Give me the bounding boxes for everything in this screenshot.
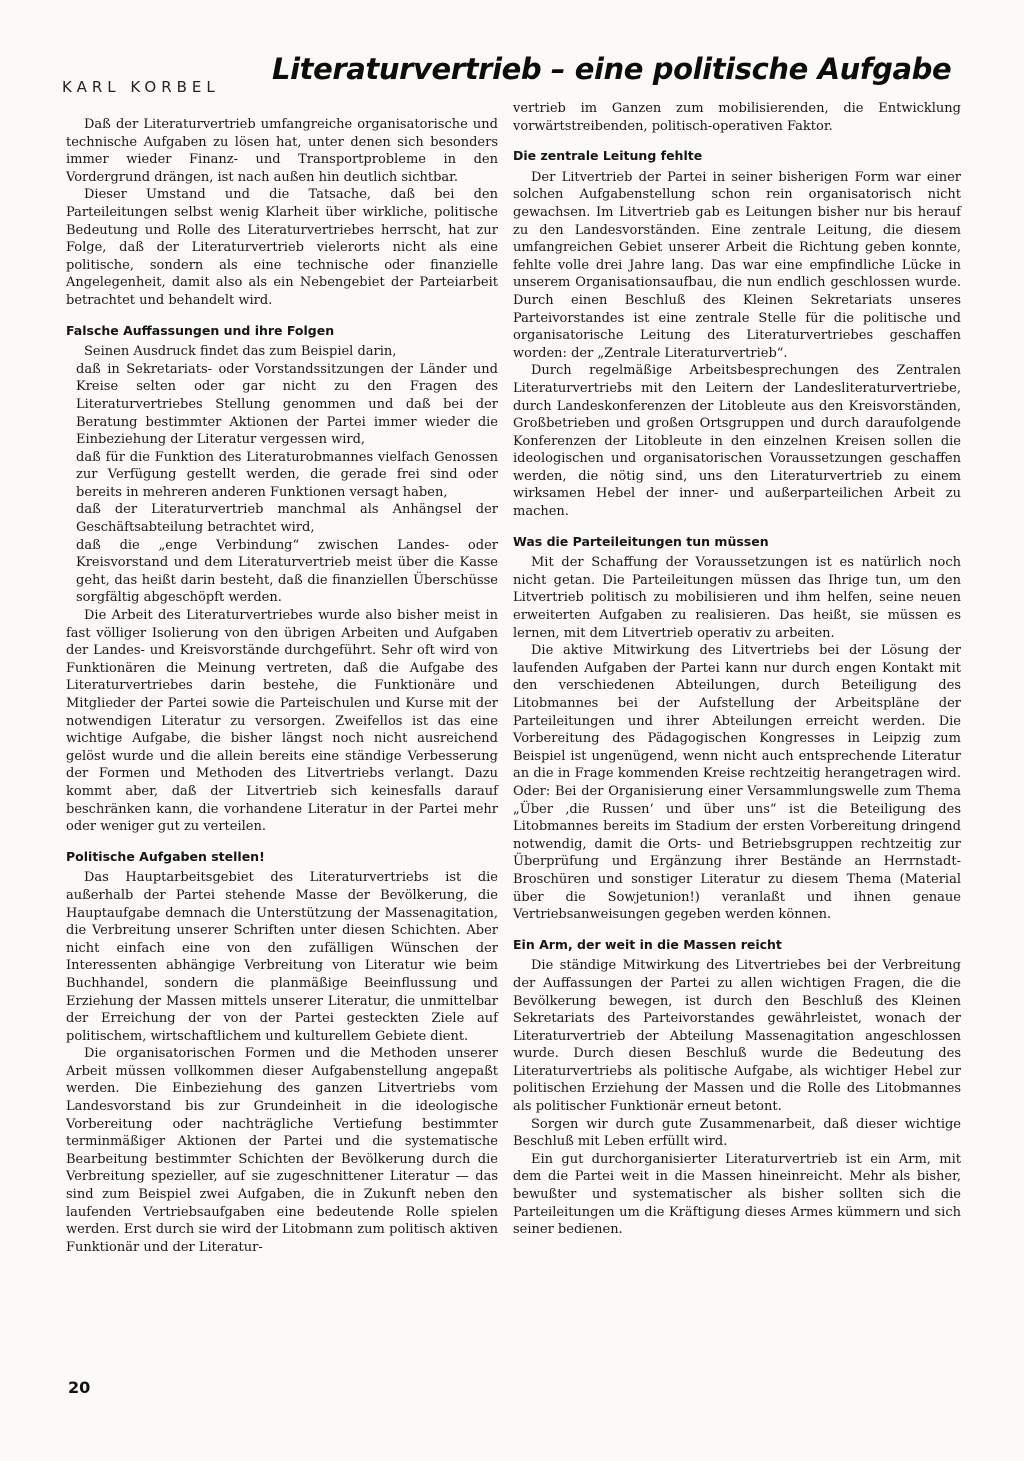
- list-item: daß der Literaturvertrieb manchmal als Anhängsel der Geschäftsabteilung betrachtet wird,: [76, 502, 498, 536]
- section-heading: Ein Arm, der weit in die Massen reicht: [513, 936, 782, 952]
- paragraph: Durch regelmäßige Arbeitsbesprechungen des Zentralen Literaturvertriebs mit den Leitern der Landesliteraturvertriebe, durch Landeskonferenzen der Litobleute aus den Kreisvorständen, Großbetrieben und großen Ortsgruppen und durch daraufolgende Konferenzen der Litobleute in den einzelnen Kreisen sollen die ideologischen und organisatorischen Voraussetzungen geschaffen werden, die nötig sind, uns den Literaturvertrieb zu einem wirksamen Hebel der inner- und außerparteilichen Arbeit zu machen.: [513, 363, 961, 520]
- paragraph: Ein gut durchorganisierter Literaturvertrieb ist ein Arm, mit dem die Partei weit in die Massen hineinreicht. Mehr als bisher, bewußter und systematischer als bisher sollten sich die Parteileitungen um die Kräftigung dieses Armes kümmern und sich seiner bedienen.: [513, 1151, 961, 1238]
- section-heading: Was die Parteileitungen tun müssen: [513, 533, 769, 549]
- paragraph: Die aktive Mitwirkung des Litvertriebs bei der Lösung der laufenden Aufgaben der Partei kann nur durch engen Kontakt mit den verschiedenen Abteilungen, durch Beteiligung des Litobmannes bei der Aufstellung der Arbeitspläne der Parteileitungen und ihrer Abteilungen erreicht werden. Die Vorbereitung des Pädagogischen Kongresses in Leipzig zum Beispiel ist ungenügend, wenn nicht auch entsprechende Literatur an die in Frage kommenden Kreise rechtzeitig herangetragen wird. Oder: Bei der Organisierung einer Versammlungswelle zum Thema „Über ‚die Russen‘ und über uns“ ist die Beteiligung des Litobmannes bereits im Stadium der ersten Vorbereitung dringend notwendig, damit die Orts- und Betriebsgruppen rechtzeitig zur Überprüfung und Ergänzung ihrer Bestände an Herrnstadt-Broschüren und sonstiger Literatur zu diesem Thema (Material über die Sowjetunion!) veranlaßt und ihnen genaue Vertriebsanweisungen gegeben werden können.: [513, 643, 961, 923]
- section-heading: Politische Aufgaben stellen!: [66, 848, 265, 864]
- paragraph: Die ständige Mitwirkung des Litvertriebes bei der Verbreitung der Auffassungen der Partei zu allen wichtigen Fragen, die die Bevölkerung bewegen, ist durch den Beschluß des Kleinen Sekretariats des Parteivorstandes gewährleistet, wonach der Literaturvertrieb der Abteilung Massenagitation angeschlossen wurde. Durch diesen Beschluß wurde die Bedeutung des Literaturvertriebs als politische Aufgabe, als wichtiger Hebel zur politischen Erziehung der Massen und die Rolle des Litobmannes als politischer Funktionär erneut betont.: [513, 958, 961, 1115]
- paragraph: Dieser Umstand und die Tatsache, daß bei den Parteileitungen selbst wenig Klarheit über wirkliche, politische Bedeutung und Rolle des Literaturvertriebes herrscht, hat zur Folge, daß der Literaturvertrieb vielerorts nicht als eine politische, sondern als eine technische oder finanzielle Angelegenheit, damit also als ein Nebengebiet der Parteiarbeit betrachtet und behandelt wird.: [66, 187, 498, 308]
- list-item: daß für die Funktion des Literaturobmannes vielfach Genossen zur Verfügung gestellt werden, die gerade frei sind oder bereits in mehreren anderen Funktionen versagt haben,: [76, 449, 498, 500]
- paragraph: Die organisatorischen Formen und die Methoden unserer Arbeit müssen vollkommen dieser Aufgabenstellung angepaßt werden. Die Einbeziehung des ganzen Litvertriebs vom Landesvorstand bis zur Grundeinheit in die ideologische Vorbereitung oder nachträgliche Vertiefung bestimmter terminmäßiger Aktionen der Partei und die systematische Bearbeitung bestimmter Schichten der Bevölkerung durch die Verbreitung spezieller, auf sie zugeschnittener Literatur — das sind zum Beispiel zwei Aufgaben, die in Zukunft neben den laufenden Vertriebsaufgaben eine bedeutende Rolle spielen werden. Erst durch sie wird der Litobmann zum politisch aktiven Funktionär und der Literatur-: [66, 1046, 498, 1255]
- left-column: [66, 116, 498, 1256]
- paragraph: Mit der Schaffung der Voraussetzungen ist es natürlich noch nicht getan. Die Parteileitungen müssen das Ihrige tun, um den Litvertrieb politisch zu mobilisieren und ihm helfen, seine neuen erweiterten Aufgaben zu realisieren. Das heißt, sie müssen es lernen, mit dem Litvertrieb operativ zu arbeiten.: [513, 555, 961, 641]
- list-item: daß die „enge Verbindung“ zwischen Landes- oder Kreisvorstand und dem Literaturvertrieb meist über die Kasse geht, das heißt darin besteht, daß die finanziellen Überschüsse sorgfältig abgeschöpft werden.: [76, 537, 498, 606]
- section-heading: Die zentrale Leitung fehlte: [513, 148, 703, 164]
- author-name: KARL KORBEL: [62, 78, 220, 96]
- paragraph: Der Litvertrieb der Partei in seiner bisherigen Form war einer solchen Aufgabenstellung schon rein organisatorisch nicht gewachsen. Im Litvertrieb gab es Leitungen bisher nur bis herauf zu den Landesvorständen. Eine zentrale Leitung, die diesem umfangreichen Gebiet unserer Arbeit die Richtung geben konnte, fehlte volle drei Jahre lang. Das war eine empfindliche Lücke in unserem Organisationsaufbau, die nun endlich geschlossen wurde. Durch einen Beschluß des Kleinen Sekretariats unseres Parteivorstandes ist eine zentrale Stelle für die politische und organisatorische Leitung des Literaturvertriebes geschaffen worden: der „Zentrale Literaturvertrieb“.: [513, 169, 961, 361]
- page-number: 20: [68, 1378, 91, 1397]
- right-column: [513, 100, 961, 1239]
- paragraph-continued: vertrieb im Ganzen zum mobilisierenden, die Entwicklung vorwärtstreibenden, politisch-operativen Faktor.: [513, 101, 961, 134]
- section-heading: Falsche Auffassungen und ihre Folgen: [66, 322, 335, 338]
- paragraph: Die Arbeit des Literaturvertriebes wurde also bisher meist in fast völliger Isolierung von den übrigen Arbeiten und Aufgaben der Landes- und Kreisvorstände durchgeführt. Sehr oft wird von Funktionären die Meinung vertreten, daß die Aufgabe des Literaturvertriebes darin bestehe, die Funktionäre und Mitglieder der Partei sowie die Parteischulen und Kurse mit der notwendigen Literatur zu versorgen. Zweifellos ist das eine wichtige Aufgabe, die bisher längst noch nicht ausreichend gelöst wurde und die allein bereits eine ständige Verbesserung der Formen und Methoden des Litvertriebs verlangt. Dazu kommt aber, daß der Litvertrieb sich keinesfalls darauf beschränken kann, die vorhandene Literatur in der Partei mehr oder weniger gut zu verteilen.: [66, 608, 498, 835]
- list-item: daß in Sekretariats- oder Vorstandssitzungen der Länder und Kreise selten oder gar nicht zu den Fragen des Literaturvertriebes Stellung genommen und daß bei der Beratung bestimmter Aktionen der Partei immer wieder die Einbeziehung der Literatur vergessen wird,: [76, 361, 498, 448]
- article-title: Literaturvertrieb – eine politische Aufgabe: [272, 52, 952, 86]
- paragraph: Daß der Literaturvertrieb umfangreiche organisatorische und technische Aufgaben zu lösen hat, unter denen sich besonders immer wieder Finanz- und Transportprobleme in den Vordergrund drängen, ist nach außen hin deutlich sichtbar.: [66, 117, 498, 185]
- paragraph: Sorgen wir durch gute Zusammenarbeit, daß dieser wichtige Beschluß mit Leben erfüllt wird.: [513, 1116, 961, 1150]
- paragraph: Das Hauptarbeitsgebiet des Literaturvertriebs ist die außerhalb der Partei stehende Masse der Bevölkerung, die Hauptaufgabe demnach die Unterstützung der Massenagitation, die Verbreitung unserer Schriften unter diesen Schichten. Aber nicht einfach eine von den zufälligen Wünschen der Interessenten abhängige Verbreitung von Literatur wie beim Buchhandel, sondern die planmäßige Beeinflussung und Erziehung der Massen mittels unserer Literatur, die unmittelbar der Erreichung der von der Partei gesteckten Ziele auf politischem, wirtschaftlichem und kulturellem Gebiete dient.: [66, 870, 498, 1044]
- paragraph: Seinen Ausdruck findet das zum Beispiel darin,: [84, 344, 397, 360]
